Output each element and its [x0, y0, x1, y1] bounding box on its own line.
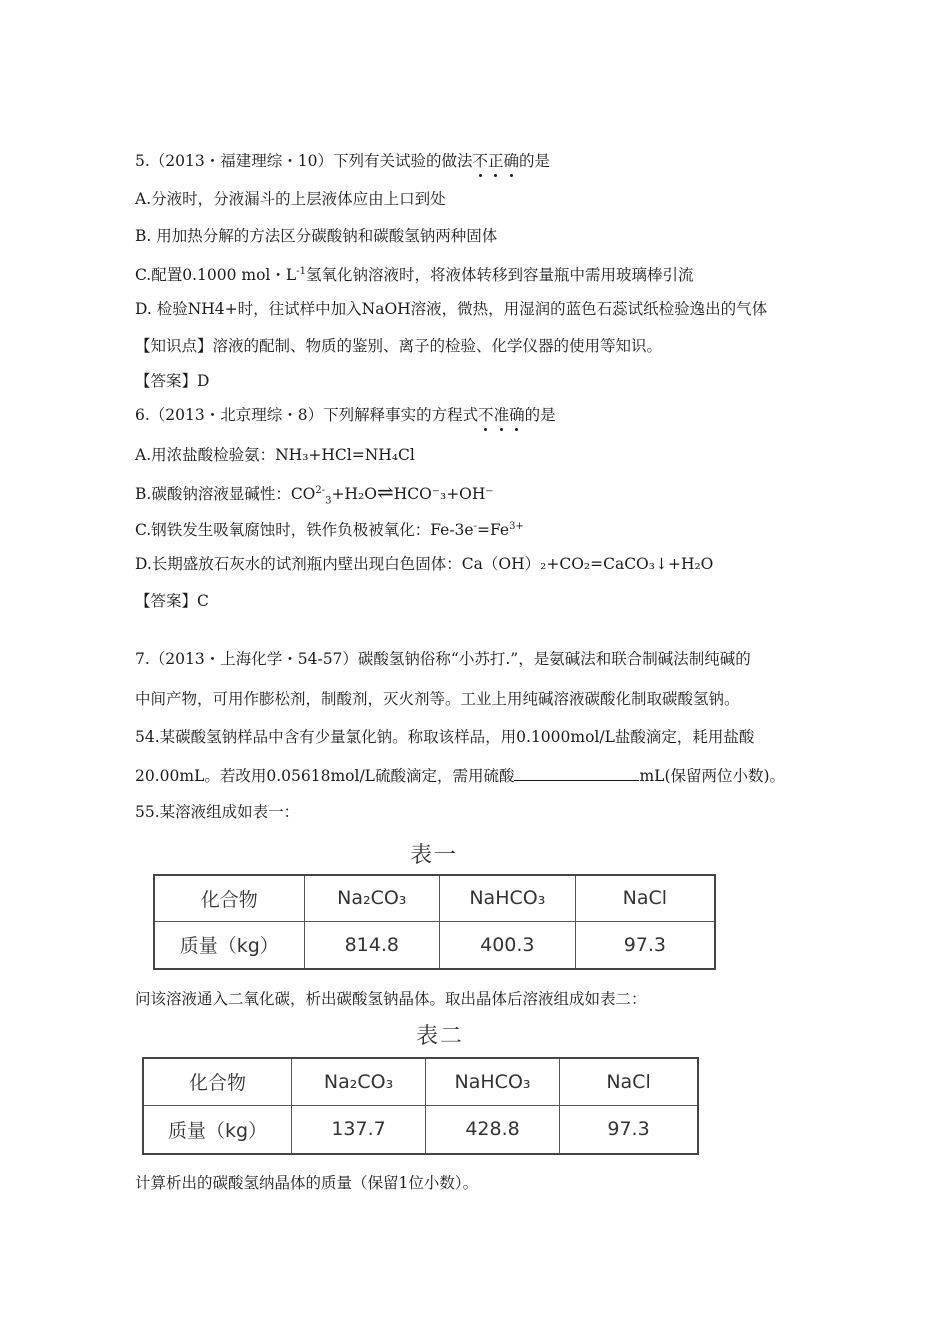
q7-line-4: 20.00mL。若改用0.05618mol/L硫酸滴定，需用硫酸 mL(保留两位小数)。	[135, 767, 786, 785]
table2-cell: 质量（kg）	[143, 1105, 292, 1154]
q6-option-b: B.碳酸钠溶液显碱性：$CO^{2-}_3+H_2O\rightleftharpoons HCO^-_3+OH^-$	[135, 480, 494, 507]
table1-header: NaHCO₃	[439, 875, 575, 921]
q7-line-3: 54.某碳酸氢钠样品中含有少量氯化钠。称取该样品，用0.1000mol/L盐酸滴定，耗用盐酸	[135, 728, 755, 746]
equilibrium-arrow: ⇌	[376, 480, 394, 505]
table1-header: 化合物	[154, 875, 304, 921]
table1-header: Na₂CO₃	[304, 875, 439, 921]
table-1	[153, 874, 716, 970]
emphasis-char: 不	[472, 152, 488, 170]
table1-cell: 400.3	[439, 921, 575, 969]
q6-title: 6.（2013・北京理综・8）下列解释事实的方程式不准确的是	[135, 406, 556, 424]
table2-header: 化合物	[143, 1058, 292, 1105]
q7-line-1: 7.（2013・上海化学・54-57）碳酸氢钠俗称“小苏打.”，是氨碱法和联合制碱法制纯碱的	[135, 650, 751, 668]
table2-cell: 137.7	[292, 1105, 426, 1154]
q5-option-a: A.分液时，分液漏斗的上层液体应由上口到处	[135, 190, 446, 208]
q6-option-d: D.长期盛放石灰水的试剂瓶内壁出现白色固体：Ca（OH）₂+CO₂=CaCO₃↓+H₂O	[135, 555, 714, 573]
q6-option-a: A.用浓盐酸检验氨：NH₃+HCl=NH₄Cl	[135, 446, 415, 464]
table1-cell: 814.8	[304, 921, 439, 969]
emphasis-char: 确	[509, 406, 525, 424]
emphasis-char: 正	[487, 152, 504, 170]
q7-line-7: 计算析出的碳酸氢纳晶体的质量（保留1位小数）。	[135, 1174, 479, 1192]
table1-cell: 质量（kg）	[154, 921, 304, 969]
table2-title: 表二	[416, 1024, 465, 1049]
table2-cell: 428.8	[425, 1105, 559, 1154]
table2-cell: 97.3	[560, 1105, 698, 1154]
q5-option-b: B. 用加热分解的方法区分碳酸钠和碳酸氢钠两种固体	[135, 227, 498, 245]
table-2	[142, 1057, 699, 1155]
table1-title: 表一	[410, 843, 459, 868]
table1-header: NaCl	[575, 875, 715, 921]
q5-answer: 【答案】D	[135, 372, 210, 390]
q5-title: 5.（2013・福建理综・10）下列有关试验的做法不正确的是	[135, 152, 551, 170]
table2-header: NaCl	[560, 1058, 698, 1105]
q5-knowledge-point: 【知识点】溶液的配制、物质的鉴别、离子的检验、化学仪器的使用等知识。	[135, 337, 663, 355]
emphasis-char: 不	[478, 406, 494, 424]
table2-header: Na₂CO₃	[292, 1058, 426, 1105]
emphasis-char: 准	[493, 406, 510, 424]
emphasis-char: 确	[503, 152, 520, 170]
q6-answer: 【答案】C	[135, 592, 209, 610]
q7-line-6: 问该溶液通入二氧化碳，析出碳酸氢钠晶体。取出晶体后溶液组成如表二：	[135, 990, 647, 1008]
q6-option-c: C.钢铁发生吸氧腐蚀时，铁作负极被氧化：$Fe-3e^-=Fe^{3+}$	[135, 521, 524, 540]
table1-cell: 97.3	[575, 921, 715, 969]
q7-line-5: 55.某溶液组成如表一：	[135, 803, 300, 821]
q7-line-2: 中间产物，可用作膨松剂，制酸剂，灭火剂等。工业上用纯碱溶液碳酸化制取碳酸氢钠。	[135, 690, 740, 708]
table2-header: NaHCO₃	[425, 1058, 559, 1105]
answer-blank	[514, 766, 639, 781]
q5-option-d: D. 检验NH4+时，往试样中加入NaOH溶液，微热，用湿润的蓝色石蕊试纸检验逸出的气体	[135, 300, 768, 318]
q5-option-c: C.配置0.1000 mol・$L^{-1}$氢氧化钠溶液时，将液体转移到容量瓶中需用玻璃棒引流	[135, 266, 694, 285]
